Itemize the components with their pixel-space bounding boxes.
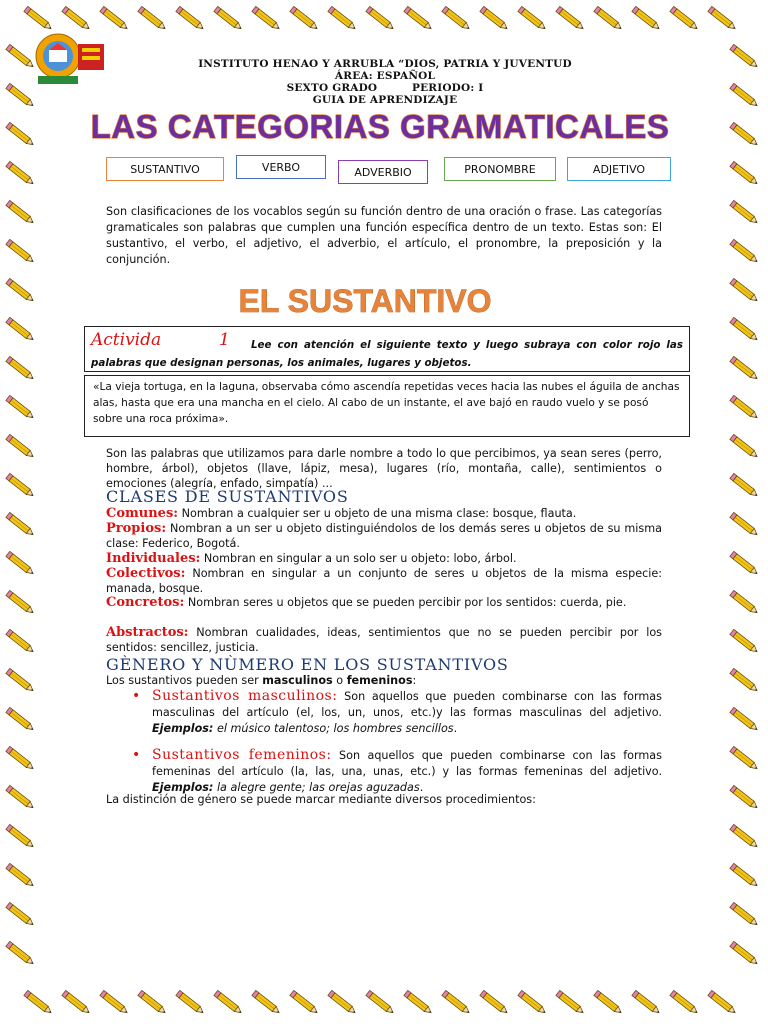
activity-number: 1 [219,330,230,350]
pencil-icon [62,6,91,31]
pencil-icon [730,824,759,849]
category-adjetivo: ADJETIVO [567,157,671,181]
header-school-name: INSTITUTO HENAO Y ARRUBLA “DIOS, PATRIA Y JUVENTUD [198,58,572,70]
pencil-icon [138,990,167,1015]
pencil-icon [24,6,53,31]
pencil-icon [6,512,35,537]
pencil-icon [6,200,35,225]
pencil-icon [252,990,281,1015]
gender-intro-connector: o [332,674,347,687]
header-grade-period: SEXTO GRADO PERIODO: I [286,82,484,94]
page-title [60,104,700,148]
intro-paragraph: Son clasificaciones de los vocablos según su función dentro de una oración o frase. Las categorías gramaticales son palabras que cumplen una función específica dentro de un texto. Estas son: El sustantivo, el verbo, el adjetivo, el adverbio, el artículo, el pronombre, la preposición y la conjunción. [106,205,662,266]
pencil-icon [708,990,737,1015]
pencil-icon [594,6,623,31]
header-guide: GUIA DE APRENDIZAJE [312,94,458,106]
pencil-icon [730,473,759,498]
activity-instruction: Lee con atención el siguiente texto y luego subraya con color rojo las palabras que designan personas, los animales, lugares y objetos. [91,339,683,369]
pencil-icon [366,6,395,31]
pencil-icon [6,785,35,810]
pencil-icon [730,122,759,147]
classes-heading: CLASES DE SUSTANTIVOS [106,487,349,506]
header-area: ÁREA: ESPAÑOL [334,70,436,82]
pencil-icon [730,512,759,537]
pencil-icon [730,863,759,888]
class-text: Nombran en singular a un solo ser u objeto: lobo, árbol. [203,552,517,565]
pencil-icon [214,990,243,1015]
bullet-icon: • [132,747,141,763]
class-colectivos [106,566,662,596]
pencil-icon [6,629,35,654]
pencil-icon [730,785,759,810]
pencil-icon [6,746,35,771]
class-propios [106,521,662,551]
pencil-icon [6,395,35,420]
bullet-term: Sustantivos femeninos: [152,747,332,763]
pencil-icon [730,83,759,108]
pencil-icon [6,824,35,849]
pencil-icon [138,6,167,31]
pencil-icon [480,6,509,31]
class-abstractos [106,625,662,655]
pencil-icon [176,990,205,1015]
category-pronombre: PRONOMBRE [444,157,556,181]
activity-label: Activida [91,330,162,350]
school-header [150,58,620,106]
pencil-icon [518,6,547,31]
pencil-icon [328,990,357,1015]
section-title [200,278,530,322]
bullet-end: . [453,722,458,735]
pencil-icon [6,434,35,459]
pencil-icon [730,44,759,69]
class-term: Abstractos: [106,625,189,640]
class-term: Colectivos: [106,566,186,581]
pencil-icon [594,990,623,1015]
class-term: Concretos: [106,595,185,610]
pencil-icon [290,6,319,31]
bullet-icon: • [132,688,141,704]
bullet-end: . [419,781,424,794]
pencil-icon [730,161,759,186]
page-title-text: LAS CATEGORIAS GRAMATICALES [90,108,670,145]
bullet-term: Sustantivos masculinos: [152,688,338,704]
pencil-icon [24,990,53,1015]
bullet-example-label: Ejemplos: [152,781,214,794]
pencil-icon [6,356,35,381]
pencil-icon [730,434,759,459]
gender-heading: GÈNERO Y NÙMERO EN LOS SUSTANTIVOS [106,655,509,674]
pencil-icon [480,990,509,1015]
pencil-icon [404,6,433,31]
pencil-icon [366,990,395,1015]
class-text: Nombran a un ser u objeto distinguiéndolos de los demás seres u objetos de su misma clase: Federico, Bogotá. [106,522,662,550]
class-term: Comunes: [106,506,179,521]
pencil-icon [730,590,759,615]
pencil-icon [730,668,759,693]
class-text: Nombran seres u objetos que se pueden percibir por los sentidos: cuerda, pie. [187,596,627,609]
pencil-icon [518,990,547,1015]
pencil-icon [730,746,759,771]
pencil-icon [730,629,759,654]
pencil-icon [100,6,129,31]
class-term: Individuales: [106,551,201,566]
quote-box [84,375,690,437]
gender-intro-femeninos: femeninos [346,674,413,687]
pencil-icon [6,863,35,888]
category-verbo: VERBO [236,155,326,179]
pencil-icon [442,990,471,1015]
pencil-icon [6,902,35,927]
bullet-femeninos [132,747,662,796]
pencil-icon [730,941,759,966]
definition-paragraph: Son las palabras que utilizamos para darle nombre a todo lo que percibimos, ya sean seres (perro, hombre, árbol), objetos (llave, lápiz, mesa), lugares (río, montaña, calle), sentimientos o emociones (alegría, enfado, simpatía) ... [106,447,662,490]
pencil-icon [6,317,35,342]
gender-intro [106,673,662,688]
pencil-icon [6,122,35,147]
pencil-icon [670,990,699,1015]
pencil-icon [556,990,585,1015]
bullet-masculinos [132,688,662,737]
pencil-icon [6,83,35,108]
pencil-icon [6,239,35,264]
school-logo [30,30,108,86]
pencil-icon [632,6,661,31]
gender-intro-text: Los sustantivos pueden ser [106,674,263,687]
bullet-text: Son aquellos que pueden combinarse con las formas masculinas del artículo (el, los, un, unos, etc.)y las formas masculinas del adjetivo. [152,690,662,719]
pencil-icon [730,902,759,927]
pencil-icon [6,473,35,498]
pencil-icon [730,200,759,225]
bullet-example-label: Ejemplos: [152,722,214,735]
pencil-icon [404,990,433,1015]
bullet-example-text: el músico talentoso; los hombres sencillos [213,722,454,735]
pencil-icon [176,6,205,31]
pencil-icon [442,6,471,31]
pencil-icon [6,161,35,186]
activity-box [84,326,690,372]
pencil-icon [708,6,737,31]
pencil-icon [730,317,759,342]
pencil-icon [556,6,585,31]
pencil-icon [730,395,759,420]
class-text: Nombran en singular a un conjunto de seres u objetos de la misma especie: manada, bosque. [106,567,662,595]
quote-text: «La vieja tortuga, en la laguna, observaba cómo ascendía repetidas veces hacia las nubes el águila de anchas alas, hasta que era una mancha en el cielo. Al cabo de un instante, el ave bajó en raudo vuelo y se posó sobre una roca próxima». [93,381,680,425]
pencil-icon [328,6,357,31]
class-term: Propios: [106,521,167,536]
pencil-icon [6,707,35,732]
pencil-icon [730,239,759,264]
class-concretos [106,595,662,610]
class-individuales [106,551,662,566]
pencil-icon [6,590,35,615]
class-text: Nombran cualidades, ideas, sentimientos que no se pueden percibir por los sentidos: sencillez, justicia. [106,626,662,654]
gender-intro-colon: : [412,674,417,687]
pencil-icon [6,278,35,303]
pencil-icon [290,990,319,1015]
gender-intro-masculinos: masculinos [262,674,333,687]
category-sustantivo: SUSTANTIVO [106,157,224,181]
pencil-icon [632,990,661,1015]
category-adverbio: ADVERBIO [338,160,428,184]
bullet-example-text: la alegre gente; las orejas aguzadas [213,781,420,794]
pencil-icon [730,551,759,576]
section-title-text: EL SUSTANTIVO [238,283,492,319]
pencil-icon [62,990,91,1015]
pencil-icon [730,707,759,732]
pencil-icon [6,941,35,966]
bullet-text: Son aquellos que pueden combinarse con las formas femeninas del artículo (la, las, una, unas, etc.) y las formas femeninas del adjetivo. [152,749,662,778]
pencil-icon [6,668,35,693]
pencil-icon [214,6,243,31]
pencil-icon [730,278,759,303]
pencil-icon [6,551,35,576]
pencil-icon [670,6,699,31]
class-text: Nombran a cualquier ser u objeto de una misma clase: bosque, flauta. [181,507,577,520]
pencil-icon [252,6,281,31]
class-comunes [106,506,662,521]
pencil-icon [730,356,759,381]
closing-line: La distinción de género se puede marcar mediante diversos procedimientos: [106,793,536,806]
pencil-icon [100,990,129,1015]
